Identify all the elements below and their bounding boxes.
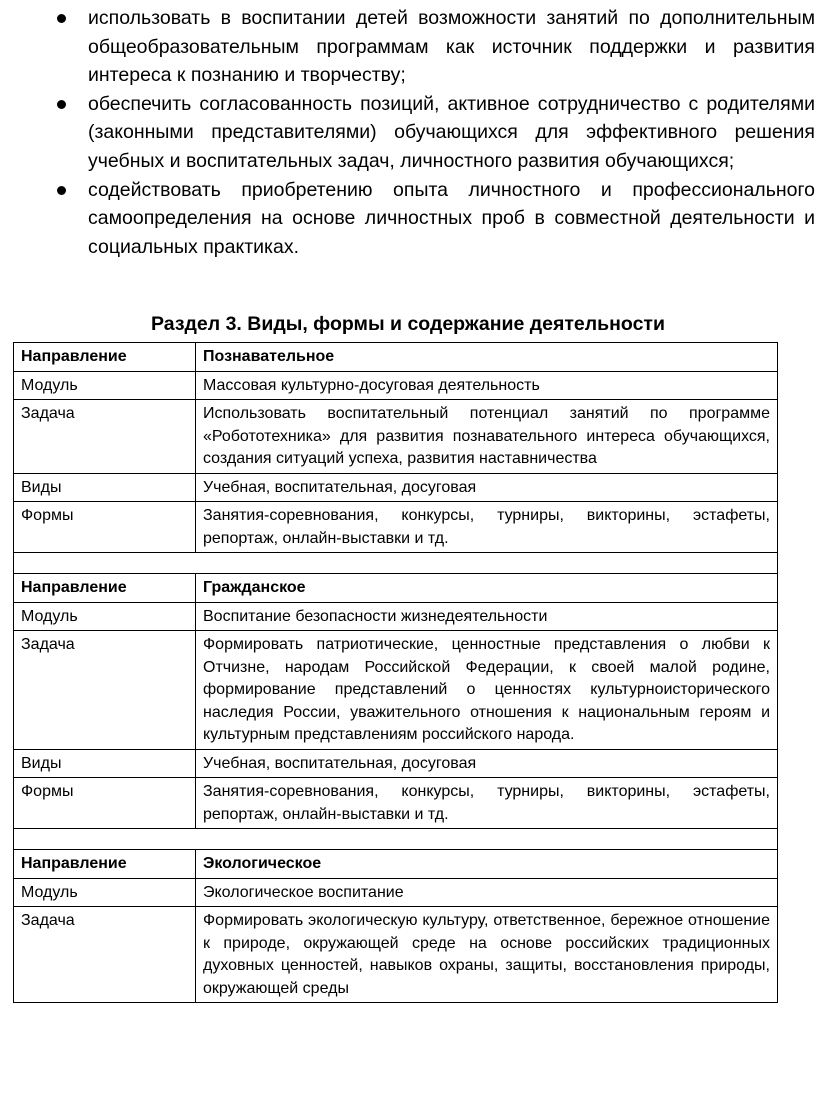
cell-value: Учебная, воспитательная, досуговая bbox=[196, 749, 778, 778]
cell-label: Модуль bbox=[14, 371, 196, 400]
table-row-module bbox=[14, 878, 778, 907]
list-item bbox=[57, 4, 815, 90]
table-row-module bbox=[14, 371, 778, 400]
bullet-icon bbox=[57, 186, 66, 195]
cell-value: Экологическое bbox=[196, 850, 778, 879]
bullet-icon bbox=[57, 14, 66, 23]
cell-value: Занятия-соревнования, конкурсы, турниры, викторины, эстафеты, репортаж, онлайн-выставки и тд. bbox=[196, 502, 778, 553]
cell-value: Формировать патриотические, ценностные представления о любви к Отчизне, народам Российской Федерации, к своей малой родине, формирование представлений о ценностях культурноисторического наследия России, уважительного отношения к национальным героям и культурным представлениям российского народа. bbox=[196, 631, 778, 750]
cell-label: Направление bbox=[14, 850, 196, 879]
table-row-task bbox=[14, 907, 778, 1003]
table-row-task bbox=[14, 631, 778, 750]
cell-label: Виды bbox=[14, 749, 196, 778]
table-row-direction bbox=[14, 850, 778, 879]
cell-label: Направление bbox=[14, 343, 196, 372]
cell-value: Массовая культурно-досуговая деятельность bbox=[196, 371, 778, 400]
table-row-module bbox=[14, 602, 778, 631]
bullet-list bbox=[57, 4, 815, 261]
cell-value: Учебная, воспитательная, досуговая bbox=[196, 473, 778, 502]
spacer-cell bbox=[14, 553, 778, 574]
cell-value: Формировать экологическую культуру, ответственное, бережное отношение к природе, окружающей среде на основе российских традиционных духовных ценностей, навыков охраны, защиты, восстановления природы, окружающей среды bbox=[196, 907, 778, 1003]
cell-value: Воспитание безопасности жизнедеятельности bbox=[196, 602, 778, 631]
cell-value: Занятия-соревнования, конкурсы, турниры, викторины, эстафеты, репортаж, онлайн-выставки и тд. bbox=[196, 778, 778, 829]
cell-value: Познавательное bbox=[196, 343, 778, 372]
bullet-text: обеспечить согласованность позиций, активное сотрудничество с родителями (законными представителями) обучающихся для эффективного решения учебных и воспитательных задач, личностного развития обучающихся; bbox=[88, 92, 815, 172]
table-spacer-row bbox=[14, 829, 778, 850]
cell-label: Формы bbox=[14, 502, 196, 553]
cell-label: Направление bbox=[14, 574, 196, 603]
table-row-kinds bbox=[14, 749, 778, 778]
activity-table bbox=[13, 342, 778, 1003]
cell-label: Формы bbox=[14, 778, 196, 829]
cell-label: Задача bbox=[14, 907, 196, 1003]
bullet-text: использовать в воспитании детей возможности занятий по дополнительным общеобразовательным программам как источник поддержки и развития интереса к познанию и творчеству; bbox=[88, 7, 815, 87]
section-title: Раздел 3. Виды, формы и содержание деятельности bbox=[151, 313, 665, 335]
list-item bbox=[57, 90, 815, 176]
table-row-direction bbox=[14, 574, 778, 603]
cell-value: Экологическое воспитание bbox=[196, 878, 778, 907]
cell-label: Модуль bbox=[14, 602, 196, 631]
spacer-cell bbox=[14, 829, 778, 850]
table-row-task bbox=[14, 400, 778, 474]
table-row-forms bbox=[14, 778, 778, 829]
cell-label: Модуль bbox=[14, 878, 196, 907]
table-spacer-row bbox=[14, 553, 778, 574]
cell-value: Использовать воспитательный потенциал занятий по программе «Робототехника» для развития познавательного интереса обучающихся, создания ситуаций успеха, развития наставничества bbox=[196, 400, 778, 474]
bullet-icon bbox=[57, 100, 66, 109]
cell-label: Виды bbox=[14, 473, 196, 502]
table-row-kinds bbox=[14, 473, 778, 502]
table-row-forms bbox=[14, 502, 778, 553]
bullet-text: содействовать приобретению опыта личностного и профессионального самоопределения на основе личностных проб в совместной деятельности и социальных практиках. bbox=[88, 178, 815, 258]
list-item bbox=[57, 176, 815, 262]
cell-label: Задача bbox=[14, 400, 196, 474]
cell-value: Гражданское bbox=[196, 574, 778, 603]
cell-label: Задача bbox=[14, 631, 196, 750]
table-row-direction bbox=[14, 343, 778, 372]
